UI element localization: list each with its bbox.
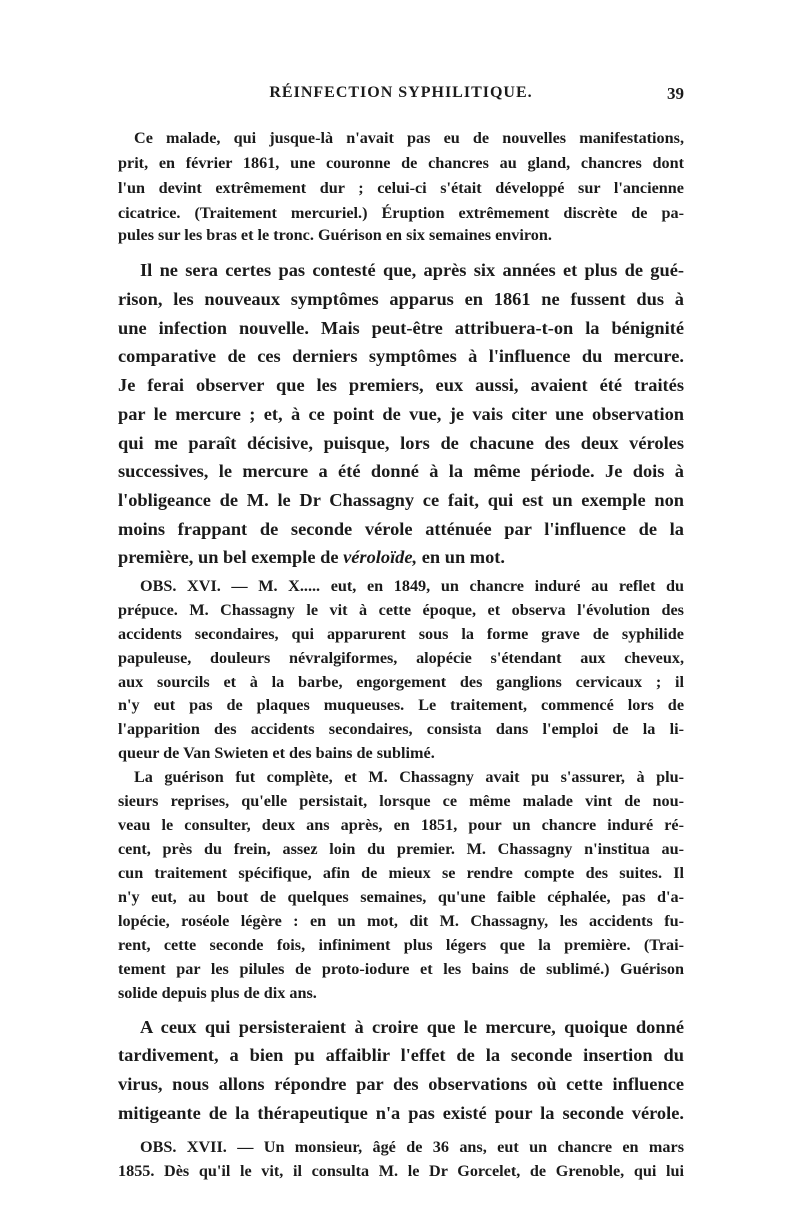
text-line: comparative de ces derniers symptômes à l'influence du mercure. (118, 346, 684, 366)
text-line: une infection nouvelle. Mais peut-être attribuera-t-on la bénignité (118, 318, 684, 338)
text-line: queur de Van Swieten et des bains de sublimé. (118, 744, 435, 762)
text-line: l'obligeance de M. le Dr Chassagny ce fait, qui est un exemple non (118, 490, 684, 510)
text-line: veau le consulter, deux ans après, en 1851, pour un chancre induré ré- (118, 816, 684, 834)
emphasized-word: véroloïde, (343, 547, 418, 567)
text-line: l'un devint extrêmement dur ; celui-ci s'était développé sur l'ancienne (118, 179, 684, 197)
text-line: n'y eut pas de plaques muqueuses. Le traitement, commencé lors de (118, 696, 684, 714)
text-line: tement par les pilules de proto-iodure et les bains de sublimé.) Guérison (118, 960, 684, 978)
text-run: en un mot. (417, 547, 506, 567)
text-line: prépuce. M. Chassagny le vit à cette époque, et observa l'évolution des (118, 601, 684, 619)
text-line: OBS. XVI. — M. X..... eut, en 1849, un chancre induré au reflet du (140, 577, 684, 595)
text-line: lopécie, roséole légère : en un mot, dit M. Chassagny, les accidents fu- (118, 912, 684, 930)
text-line: qui me paraît décisive, puisque, lors de chacune des deux véroles (118, 433, 684, 453)
text-line: prit, en février 1861, une couronne de chancres au gland, chancres dont (118, 154, 684, 172)
text-line: papuleuse, douleurs névralgiformes, alopécie s'étendant aux cheveux, (118, 649, 684, 667)
page-header (118, 84, 684, 108)
text-line: tardivement, a bien pu affaiblir l'effet de la seconde insertion du (118, 1045, 684, 1065)
text-line: mitigeante de la thérapeutique n'a pas existé pour la seconde vérole. (118, 1103, 684, 1123)
text-line: A ceux qui persisteraient à croire que le mercure, quoique donné (140, 1017, 684, 1037)
text-line: cun traitement spécifique, afin de mieux se rendre compte des suites. Il (118, 864, 684, 882)
text-line: successives, le mercure a été donné à la même période. Je dois à (118, 461, 684, 481)
text-line: solide depuis plus de dix ans. (118, 984, 317, 1002)
text-line: OBS. XVII. — Un monsieur, âgé de 36 ans, eut un chancre en mars (140, 1138, 684, 1156)
text-line: pules sur les bras et le tronc. Guérison en six semaines environ. (118, 226, 552, 244)
text-line: cent, près du frein, assez loin du premier. M. Chassagny n'institua au- (118, 840, 684, 858)
text-line: sieurs reprises, qu'elle persistait, lorsque ce même malade vint de nou- (118, 792, 684, 810)
text-line: Ce malade, qui jusque-là n'avait pas eu de nouvelles manifestations, (134, 129, 684, 147)
text-line: 1855. Dès qu'il le vit, il consulta M. le Dr Gorcelet, de Grenoble, qui lui (118, 1162, 684, 1180)
text-line: cicatrice. (Traitement mercuriel.) Éruption extrêmement discrète de pa- (118, 204, 684, 222)
text-run: première, un bel exemple de (118, 547, 344, 567)
text-line: rison, les nouveaux symptômes apparus en 1861 ne fussent dus à (118, 289, 684, 309)
text-line (118, 544, 684, 571)
text-line: virus, nous allons répondre par des observations où cette influence (118, 1074, 684, 1094)
text-line: moins frappant de seconde vérole atténuée par l'influence de la (118, 519, 684, 539)
text-line: Il ne sera certes pas contesté que, après six années et plus de gué- (140, 260, 684, 280)
text-line: Je ferai observer que les premiers, eux aussi, avaient été traités (118, 375, 684, 395)
text-line: l'apparition des accidents secondaires, consista dans l'emploi de la li- (118, 720, 684, 738)
text-line: accidents secondaires, qui apparurent sous la forme grave de syphilide (118, 625, 684, 643)
text-line: aux sourcils et à la barbe, engorgement des ganglions cervicaux ; il (118, 673, 684, 691)
text-line: par le mercure ; et, à ce point de vue, je vais citer une observation (118, 404, 684, 424)
running-title: RÉINFECTION SYPHILITIQUE. (269, 84, 533, 101)
page-number: 39 (667, 84, 684, 103)
text-line: rent, cette seconde fois, infiniment plus légers que la première. (Trai- (118, 936, 684, 954)
text-line: La guérison fut complète, et M. Chassagny avait pu s'assurer, à plu- (134, 768, 684, 786)
text-line: n'y eut, au bout de quelques semaines, qu'une faible céphalée, pas d'a- (118, 888, 684, 906)
